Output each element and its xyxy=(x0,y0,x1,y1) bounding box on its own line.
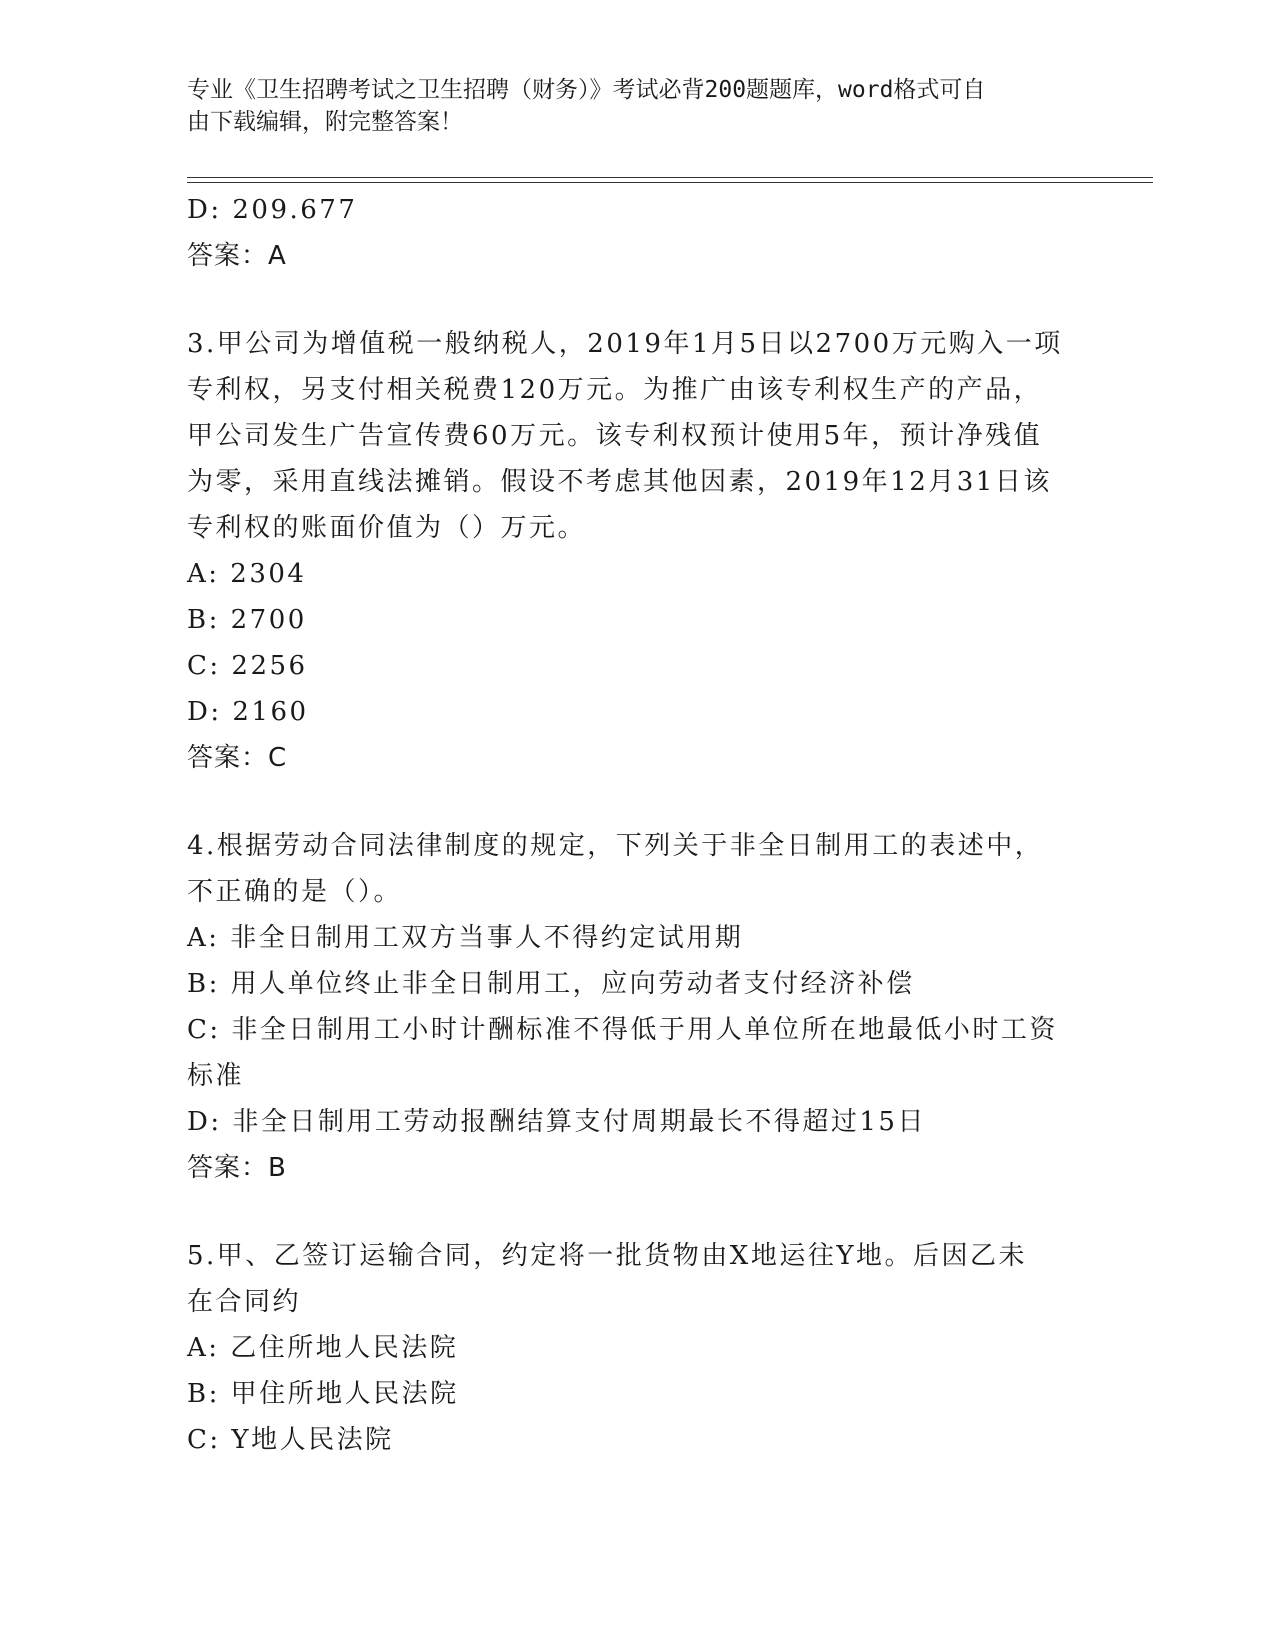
option-d-carry: D: 209.677 xyxy=(187,195,358,225)
question-stem-line: 4.根据劳动合同法律制度的规定，下列关于非全日制用工的表述中， xyxy=(187,831,1044,861)
option-d: D: 2160 xyxy=(187,697,309,727)
option-a: A: 非全日制用工双方当事人不得约定试用期 xyxy=(187,923,744,953)
option-b: B: 2700 xyxy=(187,605,307,635)
option-a: A: 乙住所地人民法院 xyxy=(187,1333,459,1363)
question-stem-line: 3.甲公司为增值税一般纳税人，2019年1月5日以2700万元购入一项 xyxy=(187,329,1063,359)
option-c: C: Y地人民法院 xyxy=(187,1425,394,1455)
question-stem-line: 专利权的账面价值为（）万元。 xyxy=(187,513,587,543)
question-3 xyxy=(187,321,1087,781)
option-a: A: 2304 xyxy=(187,559,307,589)
question-5 xyxy=(187,1233,1087,1463)
question-stem-line: 专利权，另支付相关税费120万元。为推广由该专利权生产的产品， xyxy=(187,375,1043,405)
answer: 答案：C xyxy=(187,743,288,773)
option-c-continued: 标准 xyxy=(187,1061,245,1091)
answer-carry: 答案：A xyxy=(187,241,287,271)
option-b: B: 用人单位终止非全日制用工，应向劳动者支付经济补偿 xyxy=(187,969,915,999)
option-b: B: 甲住所地人民法院 xyxy=(187,1379,459,1409)
question-stem-line: 在合同约 xyxy=(187,1287,302,1317)
header-divider-bottom xyxy=(187,182,1153,183)
header-line-2: 由下载编辑，附完整答案！ xyxy=(187,109,463,135)
header-divider-top xyxy=(187,177,1153,178)
option-c: C: 2256 xyxy=(187,651,308,681)
question-stem-line: 甲公司发生广告宣传费60万元。该专利权预计使用5年，预计净残值 xyxy=(187,421,1043,451)
answer: 答案：B xyxy=(187,1153,287,1183)
header-line-1: 专业《卫生招聘考试之卫生招聘（财务）》考试必背200题题库，word格式可自 xyxy=(187,77,986,103)
document-header xyxy=(187,74,1067,138)
option-c: C: 非全日制用工小时计酬标准不得低于用人单位所在地最低小时工资 xyxy=(187,1015,1058,1045)
question-content xyxy=(187,187,1087,1463)
question-4 xyxy=(187,823,1087,1191)
question-stem-line: 5.甲、乙签订运输合同，约定将一批货物由X地运往Y地。后因乙未 xyxy=(187,1241,1027,1271)
question-stem-line: 为零，采用直线法摊销。假设不考虑其他因素，2019年12月31日该 xyxy=(187,467,1052,497)
option-d: D: 非全日制用工劳动报酬结算支付周期最长不得超过15日 xyxy=(187,1107,926,1137)
question-stem-line: 不正确的是（）。 xyxy=(187,877,403,907)
